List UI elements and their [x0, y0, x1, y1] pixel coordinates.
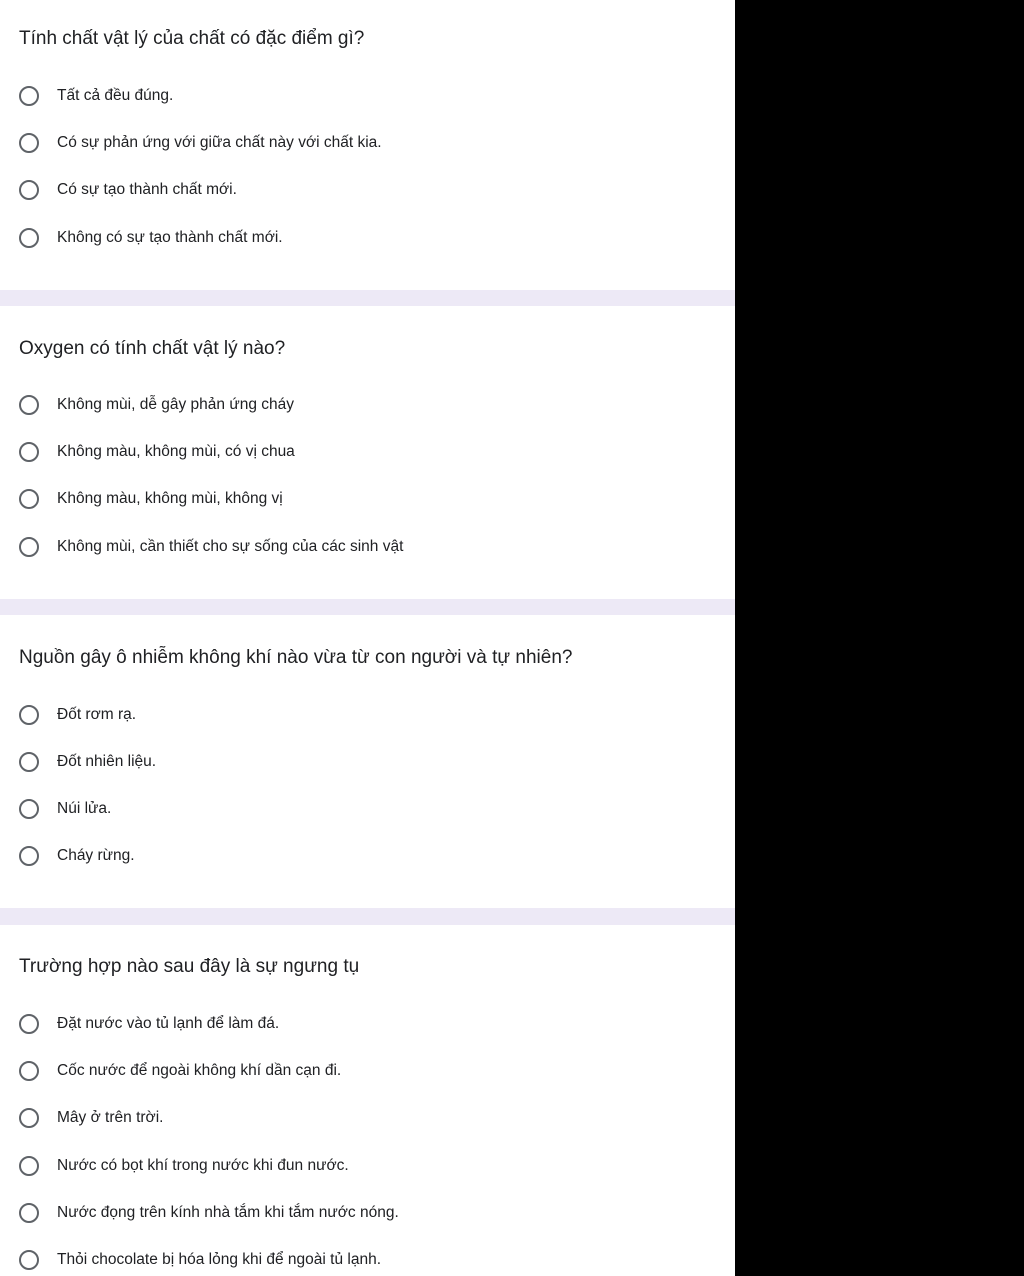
option-label: Đốt nhiên liệu.	[57, 753, 157, 770]
option-label: Không có sự tạo thành chất mới.	[57, 229, 283, 246]
question-card-3	[0, 615, 735, 908]
radio-button-icon[interactable]	[19, 1061, 39, 1081]
radio-button-icon[interactable]	[19, 442, 39, 462]
radio-button-icon[interactable]	[19, 1108, 39, 1128]
radio-option[interactable]	[19, 391, 294, 419]
radio-option[interactable]	[19, 485, 283, 513]
radio-option[interactable]	[19, 701, 136, 729]
radio-button-icon[interactable]	[19, 1014, 39, 1034]
radio-button-icon[interactable]	[19, 705, 39, 725]
radio-option[interactable]	[19, 1104, 163, 1132]
radio-button-icon[interactable]	[19, 537, 39, 557]
question-title: Tính chất vật lý của chất có đặc điểm gì?	[19, 28, 365, 49]
radio-option[interactable]	[19, 795, 111, 823]
radio-button-icon[interactable]	[19, 228, 39, 248]
radio-option[interactable]	[19, 533, 403, 561]
question-title: Nguồn gây ô nhiễm không khí nào vừa từ con người và tự nhiên?	[19, 647, 573, 668]
radio-option[interactable]	[19, 1246, 381, 1274]
option-label: Nước đọng trên kính nhà tắm khi tắm nước nóng.	[57, 1204, 399, 1221]
radio-button-icon[interactable]	[19, 1156, 39, 1176]
option-label: Thỏi chocolate bị hóa lỏng khi để ngoài tủ lạnh.	[57, 1251, 382, 1268]
radio-button-icon[interactable]	[19, 1203, 39, 1223]
radio-option[interactable]	[19, 129, 382, 157]
option-label: Không màu, không mùi, có vị chua	[57, 443, 295, 460]
radio-option[interactable]	[19, 82, 173, 110]
option-label: Mây ở trên trời.	[57, 1109, 164, 1126]
option-label: Không mùi, cần thiết cho sự sống của các sinh vật	[57, 538, 404, 555]
black-side-panel	[735, 0, 1024, 1276]
radio-option[interactable]	[19, 1057, 341, 1085]
radio-option[interactable]	[19, 1152, 349, 1180]
radio-button-icon[interactable]	[19, 799, 39, 819]
radio-button-icon[interactable]	[19, 86, 39, 106]
radio-option[interactable]	[19, 224, 283, 252]
question-card-4	[0, 925, 735, 1276]
radio-option[interactable]	[19, 748, 156, 776]
option-label: Có sự phản ứng với giữa chất này với chất kia.	[57, 134, 382, 151]
option-label: Tất cả đều đúng.	[57, 87, 174, 104]
radio-button-icon[interactable]	[19, 846, 39, 866]
radio-option[interactable]	[19, 1199, 399, 1227]
option-label: Đốt rơm rạ.	[57, 706, 137, 723]
option-label: Đặt nước vào tủ lạnh để làm đá.	[57, 1015, 280, 1032]
option-label: Núi lửa.	[57, 800, 112, 817]
radio-option[interactable]	[19, 1010, 279, 1038]
radio-button-icon[interactable]	[19, 180, 39, 200]
radio-button-icon[interactable]	[19, 133, 39, 153]
radio-button-icon[interactable]	[19, 1250, 39, 1270]
option-label: Cháy rừng.	[57, 847, 135, 864]
radio-option[interactable]	[19, 176, 237, 204]
question-card-1	[0, 0, 735, 290]
radio-button-icon[interactable]	[19, 752, 39, 772]
option-label: Không mùi, dễ gây phản ứng cháy	[57, 396, 295, 413]
question-title: Trường hợp nào sau đây là sự ngưng tụ	[19, 956, 360, 977]
question-card-2	[0, 306, 735, 599]
option-label: Cốc nước để ngoài không khí dần cạn đi.	[57, 1062, 342, 1079]
option-label: Nước có bọt khí trong nước khi đun nước.	[57, 1157, 349, 1174]
radio-button-icon[interactable]	[19, 489, 39, 509]
radio-button-icon[interactable]	[19, 395, 39, 415]
question-title: Oxygen có tính chất vật lý nào?	[19, 338, 286, 359]
radio-option[interactable]	[19, 842, 135, 870]
radio-option[interactable]	[19, 438, 295, 466]
option-label: Có sự tạo thành chất mới.	[57, 181, 237, 198]
option-label: Không màu, không mùi, không vị	[57, 490, 283, 507]
